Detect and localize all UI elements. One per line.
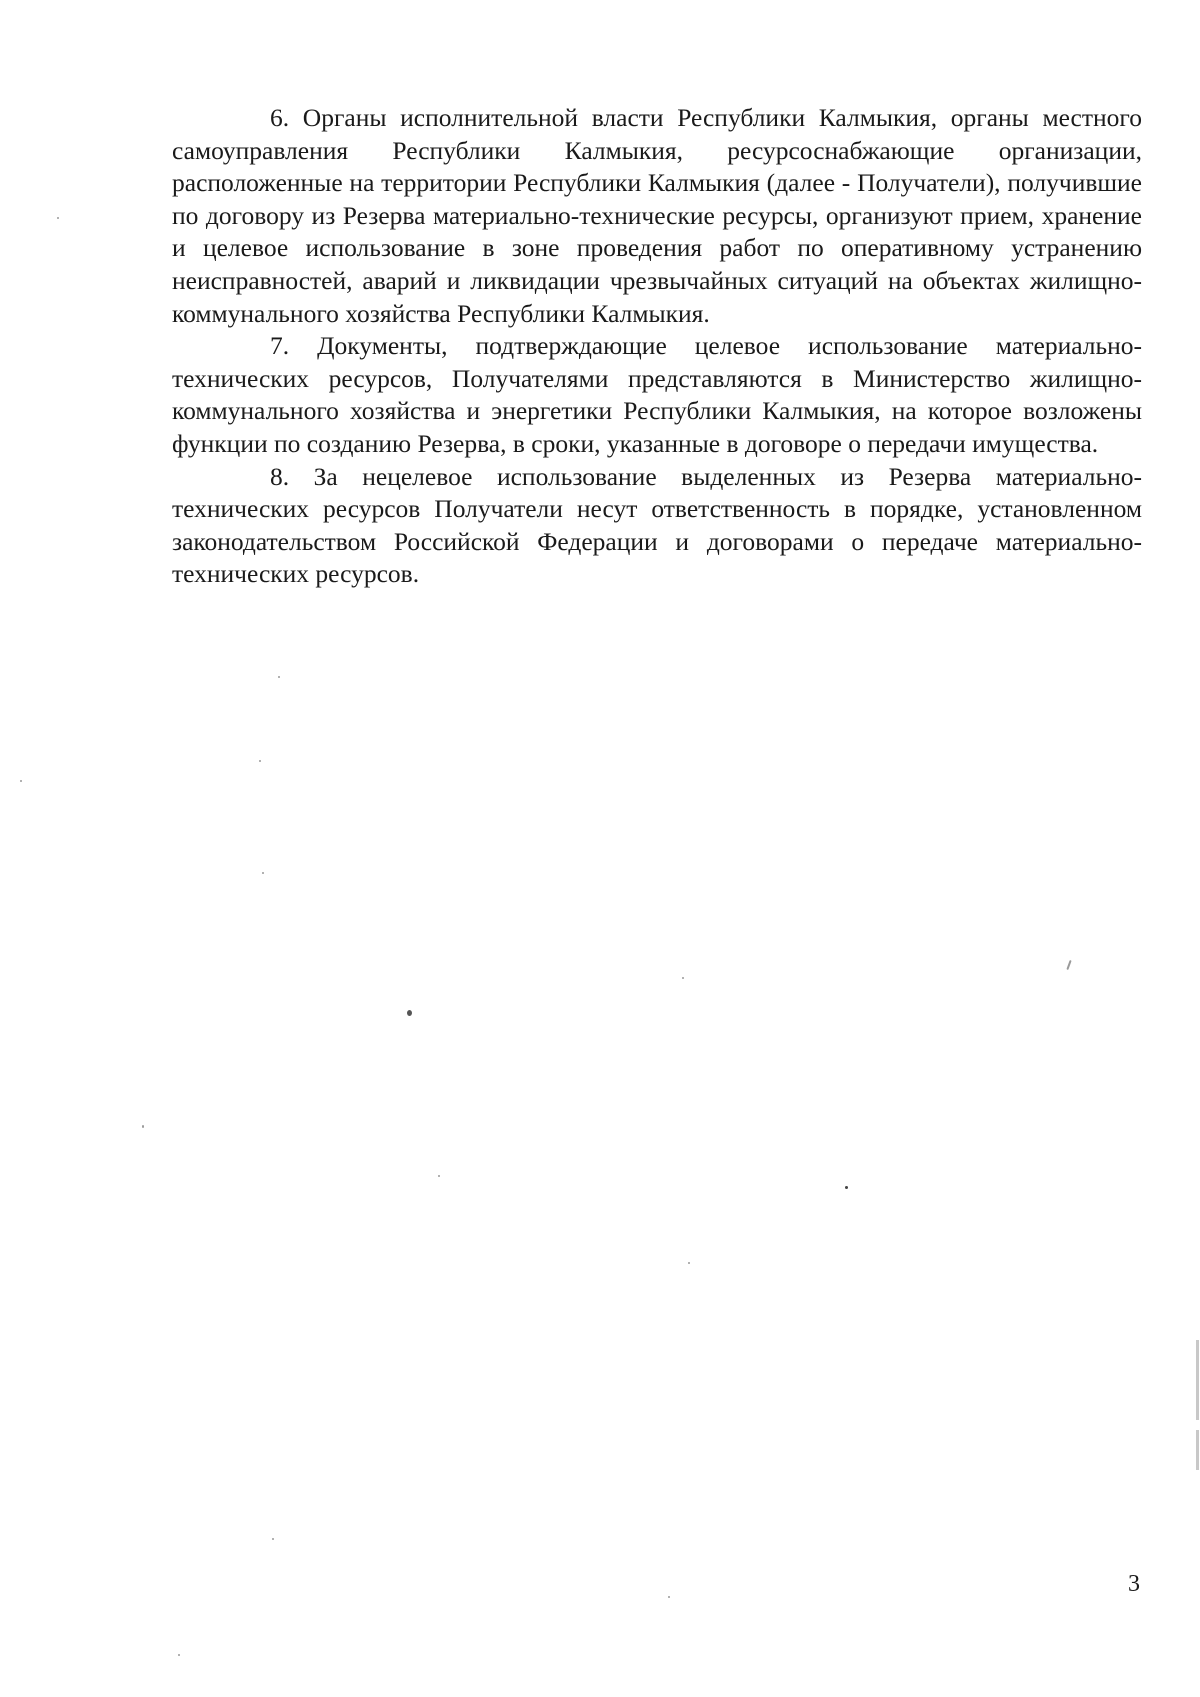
scan-speck [142, 1125, 144, 1128]
scan-speck [178, 1654, 180, 1656]
scan-speck [668, 1596, 670, 1598]
scan-speck [57, 217, 59, 219]
scan-speck [262, 872, 264, 874]
scan-speck [20, 780, 22, 782]
scan-speck [407, 1010, 412, 1016]
scan-speck [278, 676, 280, 678]
scan-speck [438, 1175, 440, 1177]
scan-edge-mark [1196, 1430, 1199, 1470]
scan-speck [845, 1186, 848, 1189]
paragraph-8: 8. За нецелевое использование выделенных из Резерва материально-технических ресурсов Получатели несут ответственность в порядке, установленном законодательством Российской Федерации и договорами о передаче материально-технических ресурсов. [172, 461, 1142, 589]
scan-speck [682, 977, 684, 979]
scan-speck [1066, 960, 1071, 970]
page-number: 3 [1128, 1571, 1140, 1597]
scan-speck [688, 1262, 690, 1264]
document-body [172, 102, 1142, 591]
paragraph-6: 6. Органы исполнительной власти Республики Калмыкия, органы местного самоуправления Республики Калмыкия, ресурсоснабжающие организации, расположенные на территории Республики Калмыкия (далее - Получатели), получившие по договору из Резерва материально-технические ресурсы, организуют прием, хранение и целевое использование в зоне проведения работ по оперативному устранению неисправностей, аварий и ликвидации чрезвычайных ситуаций на объектах жилищно-коммунального хозяйства Республики Калмыкия. [172, 103, 1142, 328]
scan-edge-mark [1196, 1340, 1199, 1420]
scan-speck [259, 760, 261, 762]
scan-speck [272, 1538, 274, 1540]
paragraph-7: 7. Документы, подтверждающие целевое использование материально-технических ресурсов, Получателями представляются в Министерство жилищно-коммунального хозяйства и энергетики Республики Калмыкия, на которое возложены функции по созданию Резерва, в сроки, указанные в договоре о передачи имущества. [172, 331, 1142, 458]
